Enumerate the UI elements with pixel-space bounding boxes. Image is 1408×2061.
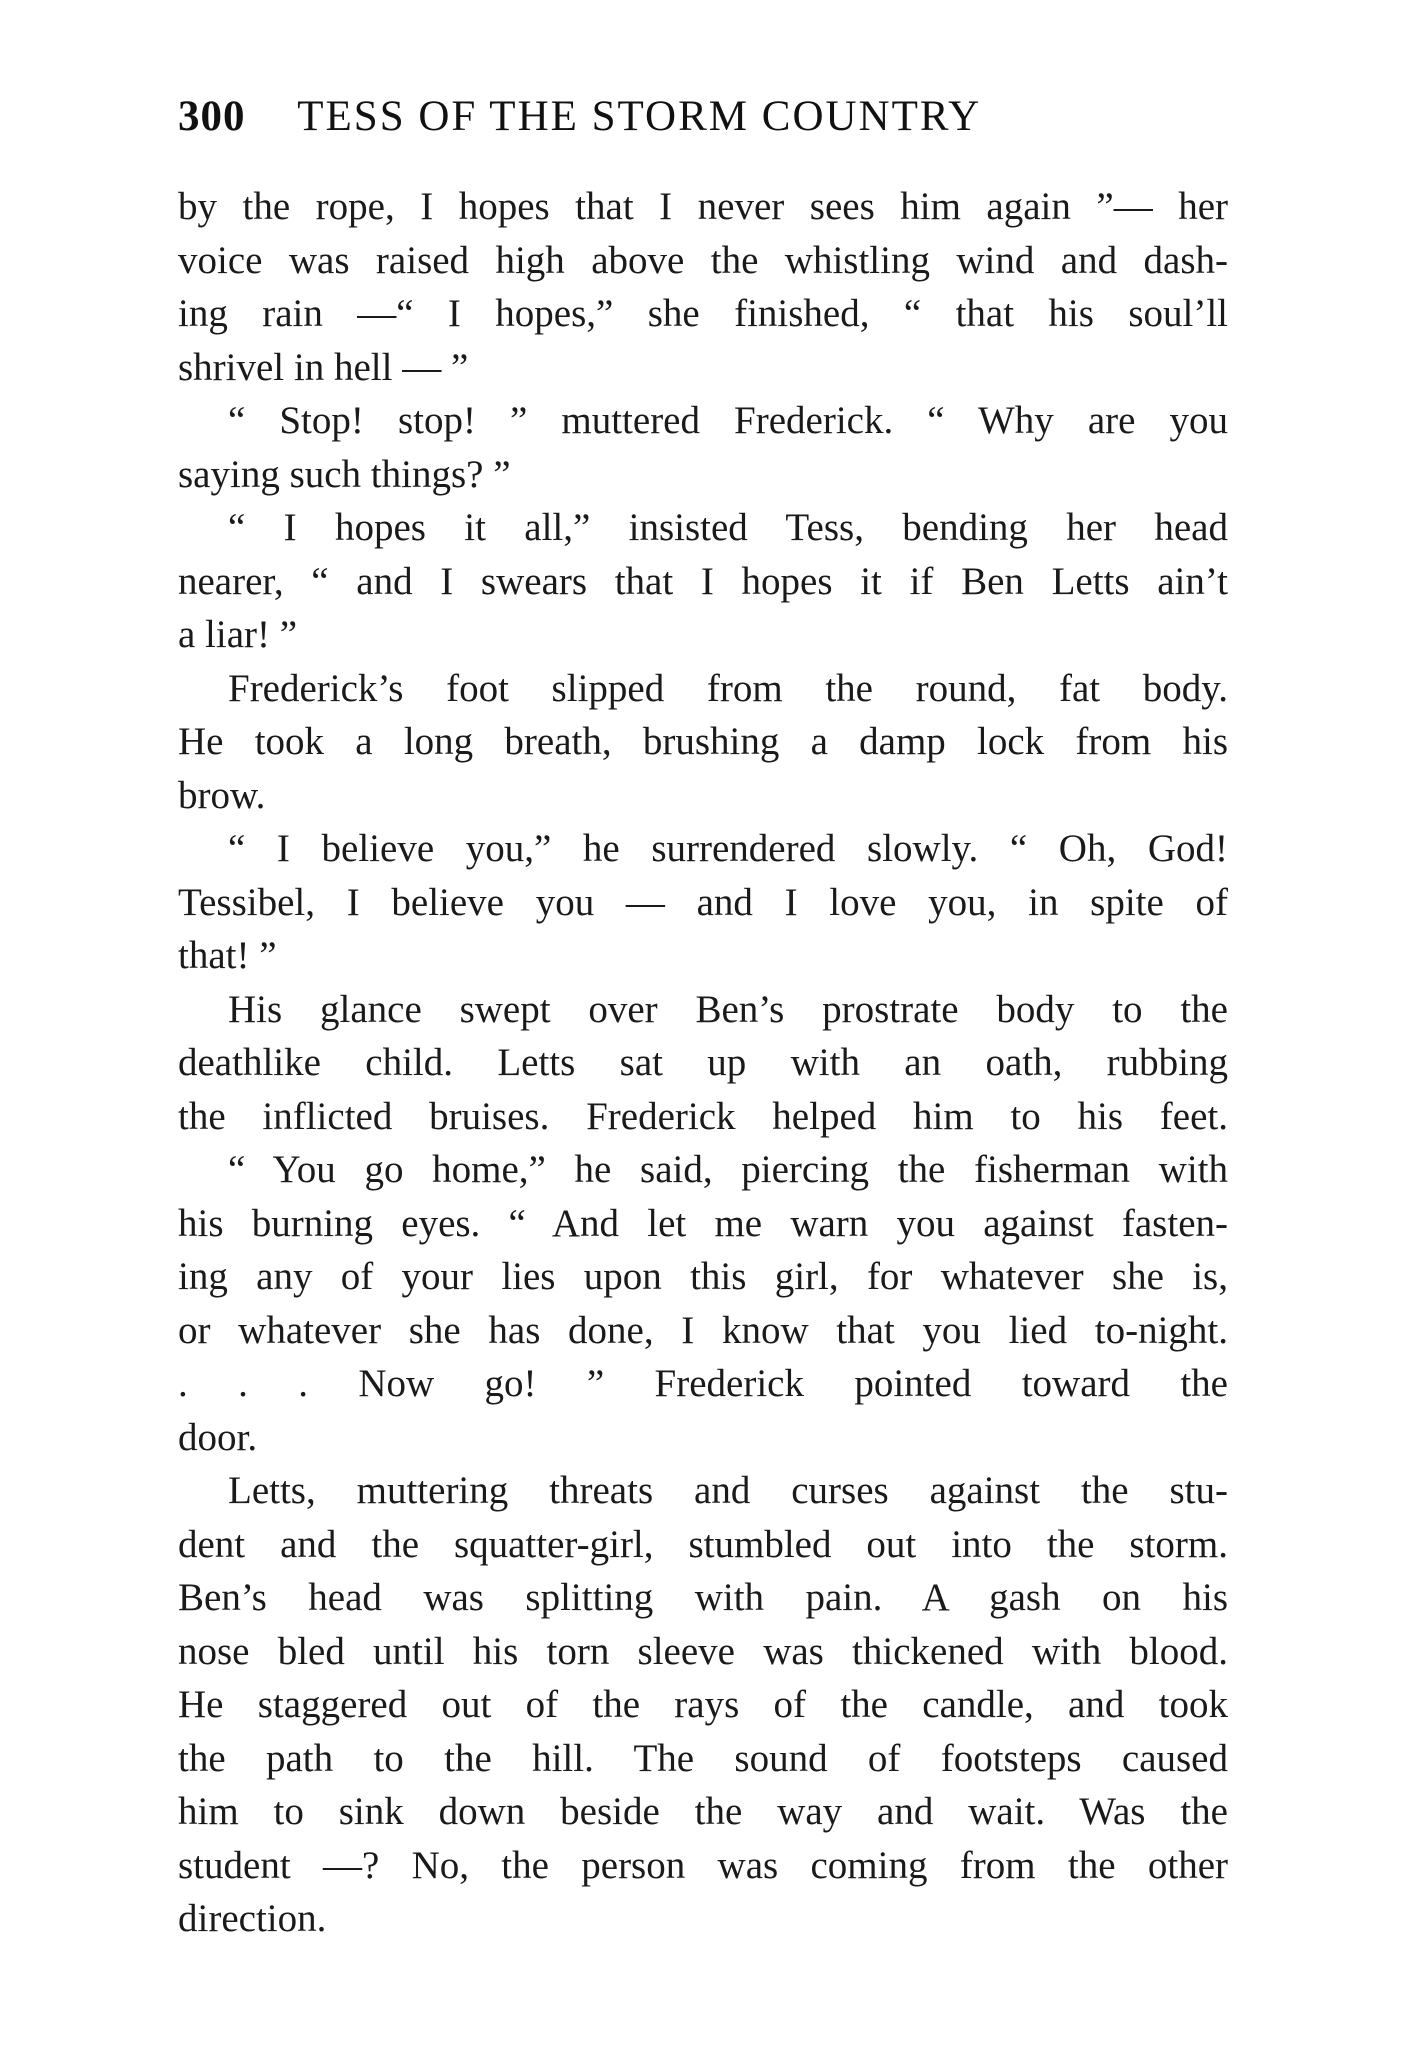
text-line: door. [178,1415,258,1459]
text-line: nearer, “ and I swears that I hopes it if Ben Letts ain’t [178,559,1228,603]
text-line: “ Stop! stop! ” muttered Frederick. “ Why are you [228,399,1228,442]
text-line: the path to the hill. The sound of footsteps caused [178,1736,1228,1780]
text-line: Ben’s head was splitting with pain. A gash on his [178,1576,1228,1619]
text-line: dent and the squatter-girl, stumbled out into the storm. [178,1522,1228,1566]
text-line: Tessibel, I believe you — and I love you, in spite of [178,880,1228,924]
text-line: . . . Now go! ” Frederick pointed toward the [178,1362,1228,1405]
text-line: ing rain —“ I hopes,” she finished, “ that his soul’ll [178,292,1228,335]
text-line: ing any of your lies upon this girl, for whatever she is, [178,1255,1228,1298]
text-line: nose bled until his torn sleeve was thickened with blood. [178,1629,1228,1673]
text-line: that! ” [178,934,277,977]
text-line: “ I hopes it all,” insisted Tess, bending her head [228,506,1228,549]
text-line: His glance swept over Ben’s prostrate body to the [228,987,1228,1031]
text-line: Frederick’s foot slipped from the round, fat body. [228,666,1228,710]
body-text [178,180,1228,1946]
text-line: brow. [178,773,266,817]
text-line: the inflicted bruises. Frederick helped him to his feet. [178,1094,1228,1138]
text-line: He staggered out of the rays of the candle, and took [178,1683,1228,1726]
running-head [178,92,1238,152]
text-line: voice was raised high above the whistling wind and dash- [178,238,1228,282]
text-line: deathlike child. Letts sat up with an oath, rubbing [178,1041,1228,1084]
text-line: shrivel in hell — ” [178,345,469,389]
text-line: by the rope, I hopes that I never sees him again ”— her [178,185,1228,228]
text-line: a liar! ” [178,613,298,656]
book-title: TESS OF THE STORM COUNTRY [297,93,982,140]
text-line: his burning eyes. “ And let me warn you against fasten- [178,1201,1228,1245]
text-line: student —? No, the person was coming from the other [178,1843,1228,1887]
text-line: saying such things? ” [178,452,511,496]
text-line: “ I believe you,” he surrendered slowly. “ Oh, God! [228,827,1228,870]
text-line: “ You go home,” he said, piercing the fisherman with [228,1148,1228,1191]
text-line: Letts, muttering threats and curses against the stu- [228,1469,1228,1512]
text-line: He took a long breath, brushing a damp lock from his [178,720,1228,763]
text-line: direction. [178,1897,327,1940]
text-line: or whatever she has done, I know that you lied to-night. [178,1308,1228,1352]
text-line: him to sink down beside the way and wait. Was the [178,1790,1228,1833]
page-number: 300 [178,93,246,140]
